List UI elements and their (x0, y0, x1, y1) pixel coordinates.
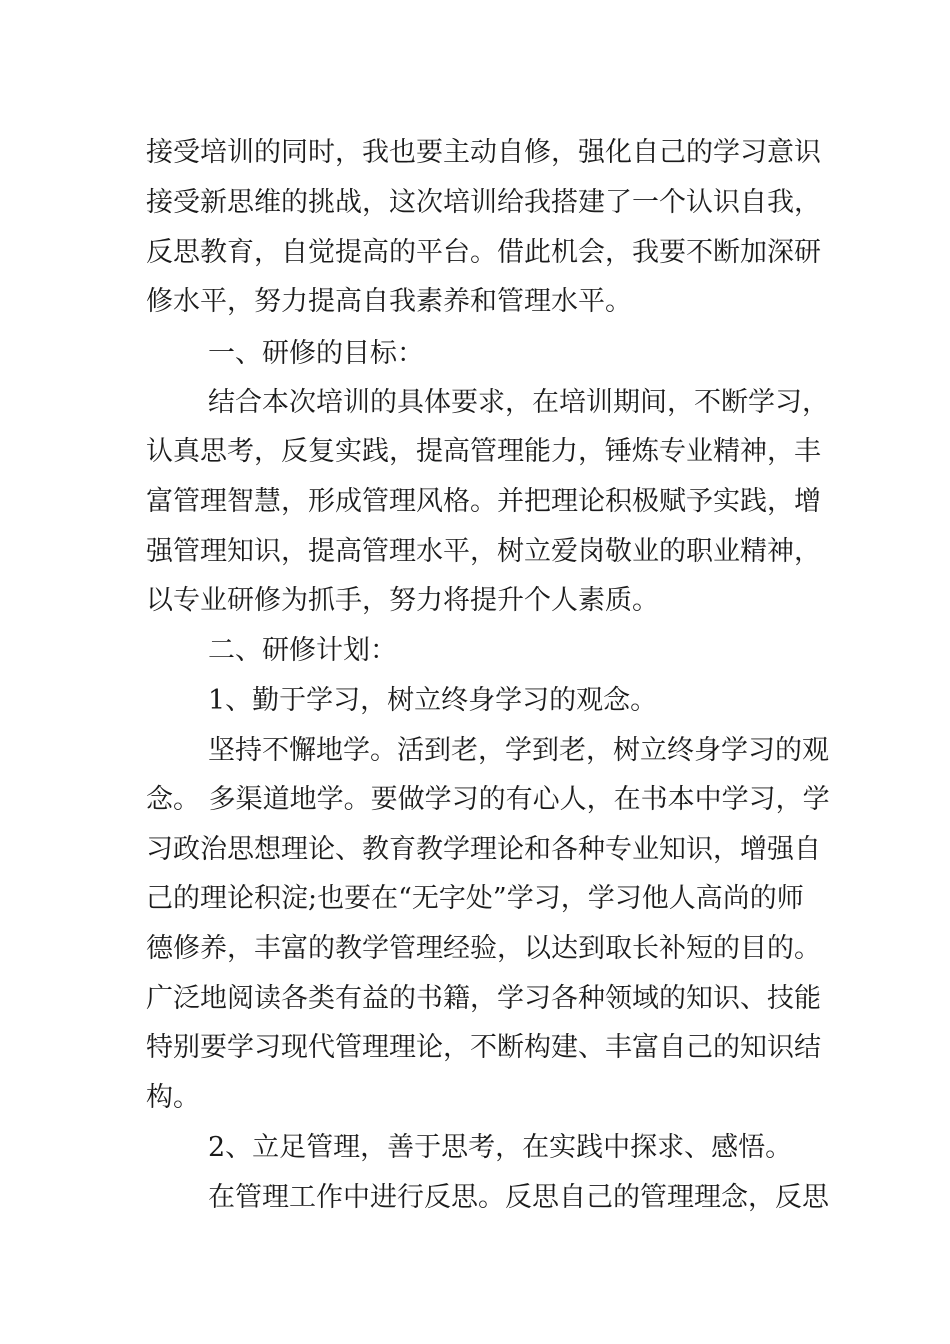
text-line: 习政治思想理论、教育教学理论和各种专业知识，增强自 (146, 834, 821, 865)
text-line: 德修养，丰富的教学管理经验，以达到取长补短的目的。 (146, 933, 821, 964)
text-line: 结合本次培训的具体要求，在培训期间，不断学习， (208, 387, 829, 418)
text-line: 认真思考，反复实践，提高管理能力，锤炼专业精神，丰 (146, 436, 821, 467)
text-line: 修水平，努力提高自我素养和管理水平。 (146, 286, 632, 317)
text-line: 接受培训的同时，我也要主动自修，强化自己的学习意识 (146, 137, 821, 168)
text-line: 富管理智慧，形成管理风格。并把理论积极赋予实践，增 (146, 486, 821, 517)
text-line: 在管理工作中进行反思。反思自己的管理理念，反思 (208, 1182, 829, 1213)
subsection-heading: 2、立足管理，善于思考，在实践中探求、感悟。 (208, 1132, 793, 1163)
section-heading: 一、研修的目标： (208, 338, 424, 369)
text-line: 反思教育，自觉提高的平台。借此机会，我要不断加深研 (146, 237, 821, 268)
section-heading: 二、研修计划： (208, 635, 397, 666)
text-line: 己的理论积淀;也要在“无字处”学习，学习他人高尚的师 (146, 883, 804, 914)
text-line: 广泛地阅读各类有益的书籍，学习各种领域的知识、技能 (146, 983, 821, 1014)
text-line: 接受新思维的挑战，这次培训给我搭建了一个认识自我， (146, 187, 821, 218)
text-line: 特别要学习现代管理理论，不断构建、丰富自己的知识结 (146, 1032, 821, 1063)
text-line: 构。 (146, 1082, 200, 1113)
text-line: 坚持不懈地学。活到老，学到老，树立终身学习的观 (208, 735, 829, 766)
text-line: 强管理知识，提高管理水平，树立爱岗敬业的职业精神， (146, 536, 821, 567)
text-line: 以专业研修为抓手，努力将提升个人素质。 (146, 585, 659, 616)
subsection-heading: 1、勤于学习，树立终身学习的观念。 (208, 685, 658, 716)
text-line: 念。 多渠道地学。要做学习的有心人，在书本中学习，学 (146, 784, 830, 815)
